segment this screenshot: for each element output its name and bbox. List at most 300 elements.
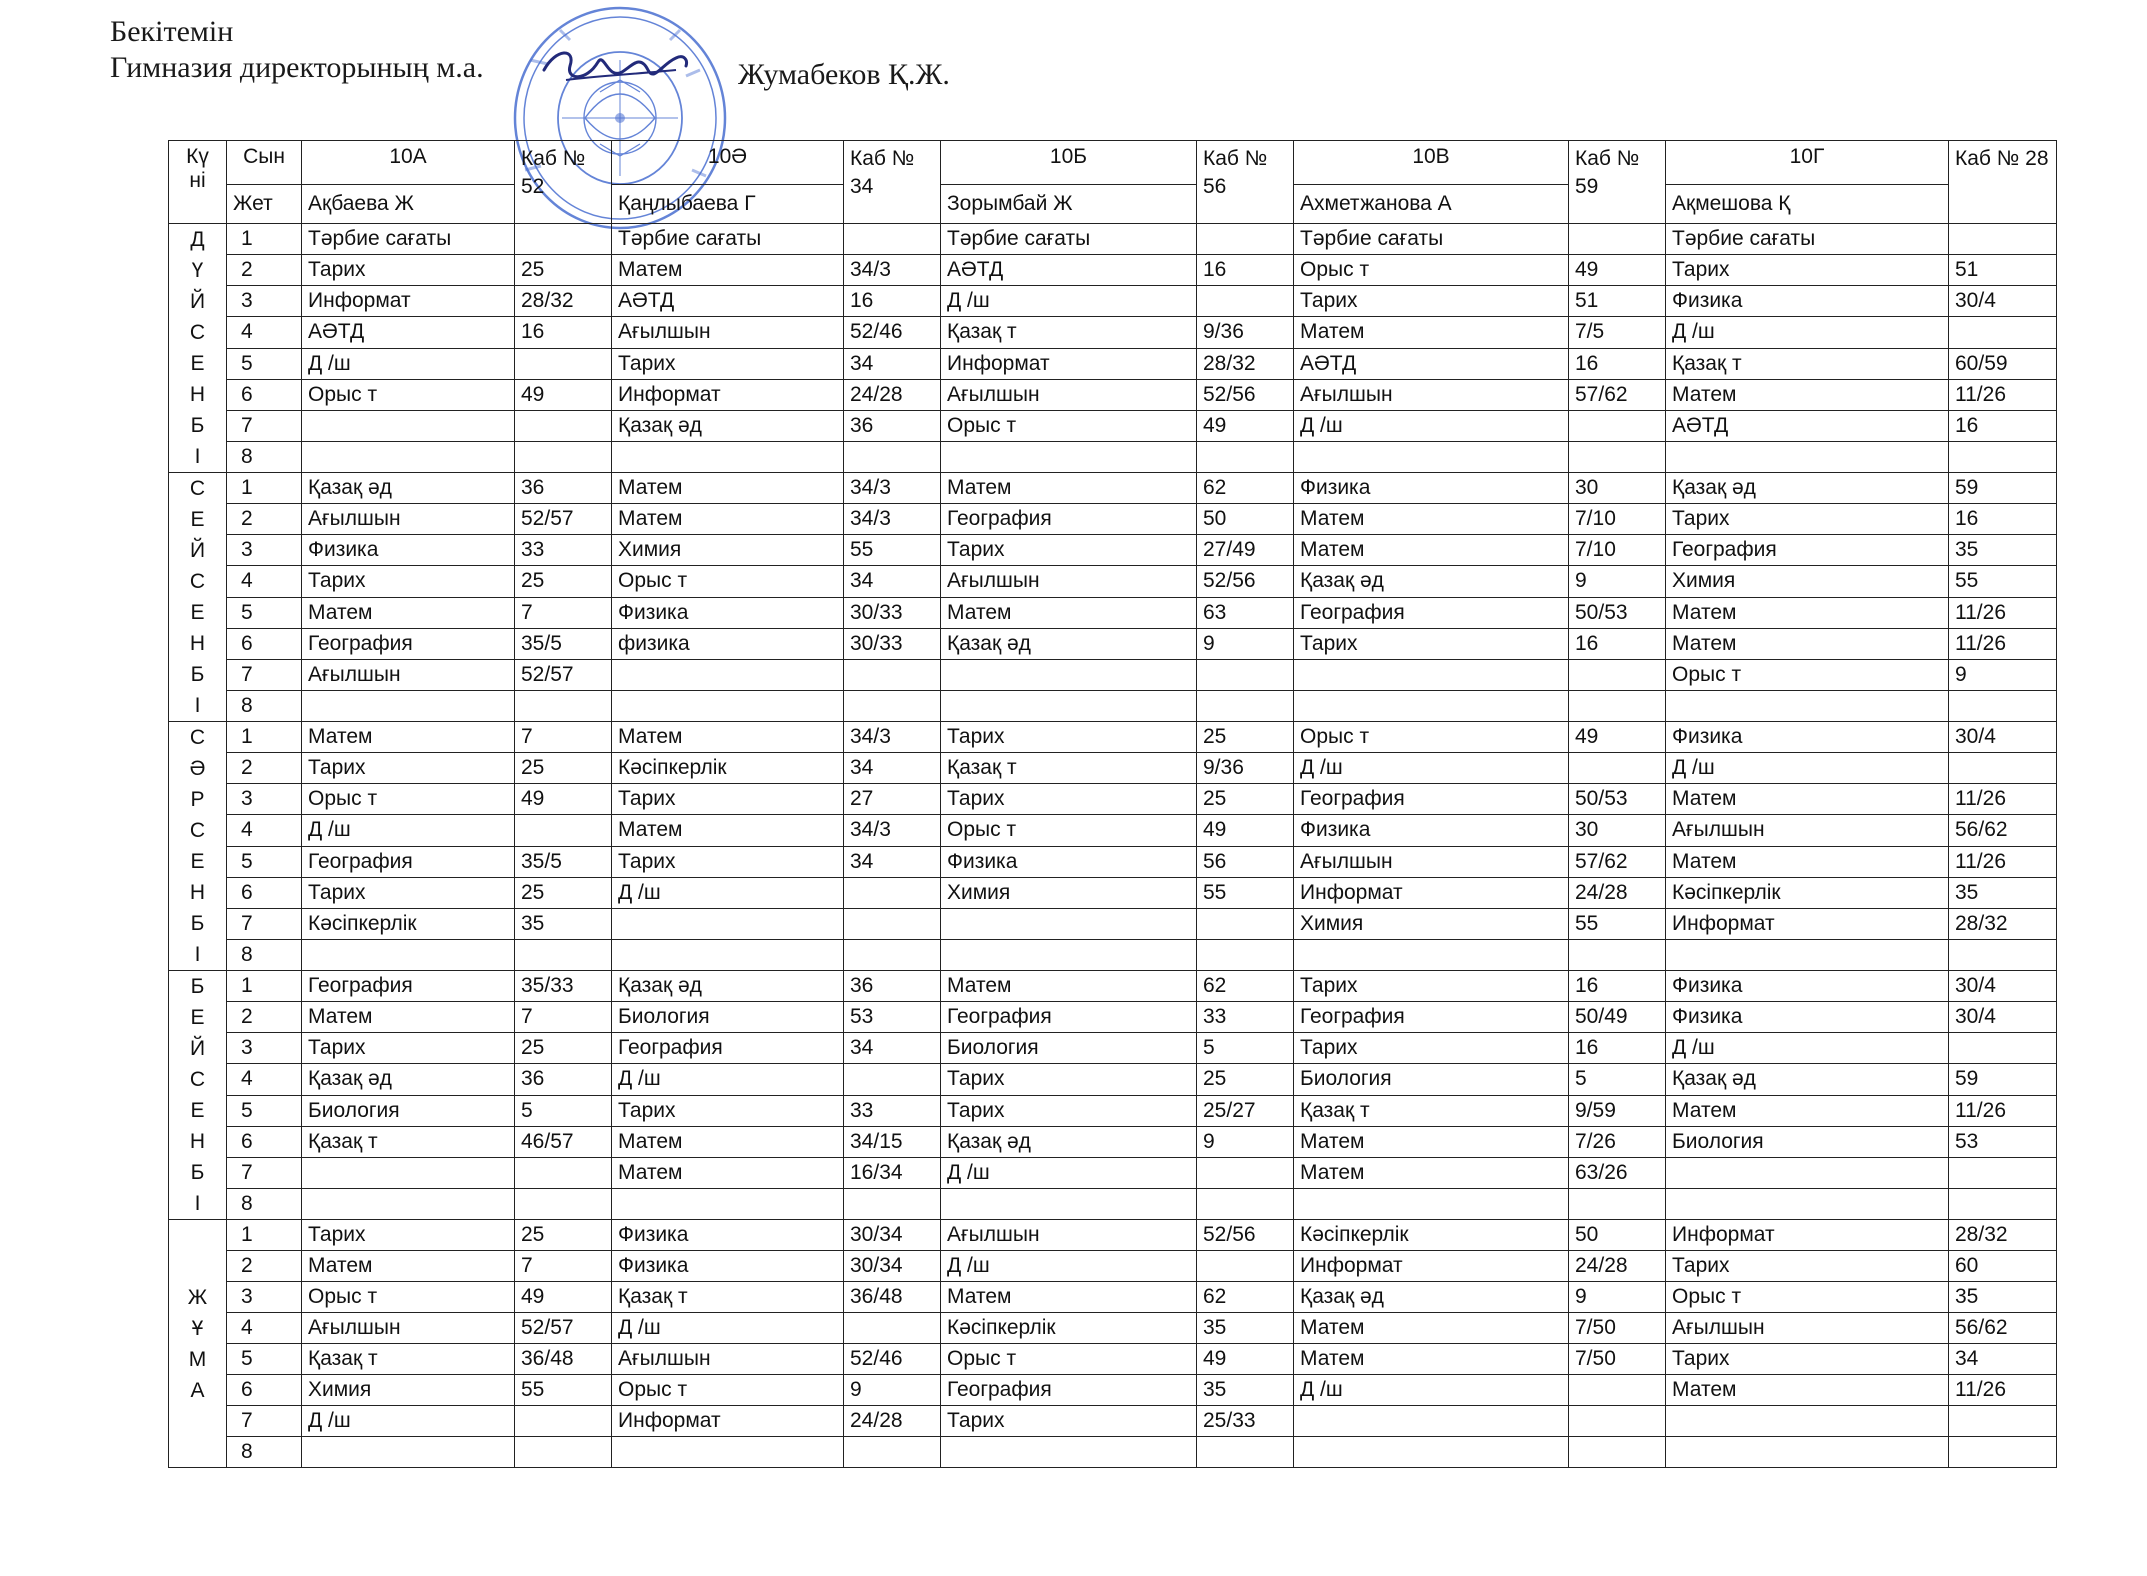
room-cell: 34/3: [844, 504, 941, 535]
lesson-number: 2: [227, 255, 302, 286]
lesson-number: 4: [227, 317, 302, 348]
subject-cell: Д /ш: [302, 348, 515, 379]
subject-cell: Тарих: [612, 1095, 844, 1126]
lesson-number: 1: [227, 971, 302, 1002]
subject-cell: География: [302, 971, 515, 1002]
room-cell: [515, 690, 612, 721]
room-cell: 11/26: [1949, 1375, 2057, 1406]
subject-cell: Ағылшын: [1294, 846, 1569, 877]
subject-cell: Орыс т: [941, 410, 1197, 441]
subject-cell: [612, 908, 844, 939]
subject-cell: Биология: [941, 1033, 1197, 1064]
subject-cell: [1666, 939, 1949, 970]
lesson-row: [169, 410, 2057, 441]
room-cell: 52/46: [844, 317, 941, 348]
schedule-table: [168, 140, 2057, 1468]
subject-cell: Орыс т: [302, 1282, 515, 1313]
room-cell: [844, 224, 941, 255]
room-cell: 16: [1569, 348, 1666, 379]
room-cell: 9/59: [1569, 1095, 1666, 1126]
lesson-number: 1: [227, 722, 302, 753]
room-cell: [1569, 939, 1666, 970]
subject-cell: Тарих: [1294, 628, 1569, 659]
subject-cell: Тарих: [302, 877, 515, 908]
subject-cell: [941, 1188, 1197, 1219]
subject-cell: АӘТД: [941, 255, 1197, 286]
room-cell: 52/56: [1197, 566, 1294, 597]
subject-cell: Қазақ әд: [941, 628, 1197, 659]
subject-cell: [1666, 690, 1949, 721]
room-cell: [1197, 224, 1294, 255]
subject-cell: Информат: [1294, 877, 1569, 908]
lesson-row: [169, 1064, 2057, 1095]
subject-cell: Физика: [302, 535, 515, 566]
class-name-header: 10А: [302, 141, 515, 185]
subject-cell: Қазақ әд: [612, 971, 844, 1002]
lesson-row: [169, 1220, 2057, 1251]
subject-cell: Д /ш: [612, 877, 844, 908]
subject-cell: [1666, 441, 1949, 472]
room-cell: [844, 659, 941, 690]
room-cell: [1197, 1437, 1294, 1468]
subject-cell: [941, 441, 1197, 472]
subject-cell: Қазақ әд: [941, 1126, 1197, 1157]
lesson-row: [169, 1002, 2057, 1033]
room-cell: 34: [844, 846, 941, 877]
room-cell: [1569, 441, 1666, 472]
lesson-number: 8: [227, 939, 302, 970]
lesson-number: 7: [227, 659, 302, 690]
room-cell: 24/28: [1569, 1251, 1666, 1282]
lesson-row: [169, 971, 2057, 1002]
subject-cell: [1294, 1188, 1569, 1219]
room-cell: 50/53: [1569, 784, 1666, 815]
room-cell: 9/36: [1197, 753, 1294, 784]
room-cell: [844, 908, 941, 939]
room-cell: 62: [1197, 473, 1294, 504]
room-cell: 62: [1197, 971, 1294, 1002]
subject-cell: Орыс т: [1294, 722, 1569, 753]
day-column-header: Кү ні: [169, 141, 227, 224]
subject-cell: Матем: [612, 815, 844, 846]
lesson-row: [169, 566, 2057, 597]
subject-cell: [302, 1437, 515, 1468]
room-cell: 55: [1949, 566, 2057, 597]
subject-cell: [302, 441, 515, 472]
room-cell: 28/32: [515, 286, 612, 317]
subject-cell: Ағылшын: [302, 504, 515, 535]
subject-cell: Қазақ т: [612, 1282, 844, 1313]
subject-cell: Қазақ әд: [612, 410, 844, 441]
room-cell: 11/26: [1949, 379, 2057, 410]
room-cell: 9: [1569, 1282, 1666, 1313]
subject-cell: [1666, 1406, 1949, 1437]
room-cell: 51: [1569, 286, 1666, 317]
subject-cell: География: [941, 1002, 1197, 1033]
room-cell: 25: [1197, 1064, 1294, 1095]
room-cell: 52/56: [1197, 1220, 1294, 1251]
room-cell: 25: [1197, 722, 1294, 753]
lesson-row: [169, 317, 2057, 348]
room-cell: [844, 1313, 941, 1344]
subject-cell: География: [612, 1033, 844, 1064]
room-cell: 60: [1949, 1251, 2057, 1282]
subject-cell: [612, 939, 844, 970]
subject-cell: Информат: [1666, 908, 1949, 939]
subject-cell: [1294, 1437, 1569, 1468]
lesson-number: 2: [227, 753, 302, 784]
subject-cell: География: [1666, 535, 1949, 566]
subject-cell: Матем: [941, 597, 1197, 628]
lesson-row: [169, 504, 2057, 535]
subject-cell: Тарих: [302, 1220, 515, 1251]
room-cell: 24/28: [1569, 877, 1666, 908]
room-cell: 34: [844, 566, 941, 597]
room-cell: 35/5: [515, 846, 612, 877]
lesson-row: [169, 473, 2057, 504]
room-cell: 25: [515, 1033, 612, 1064]
approver-position: Гимназия директорының м.а.: [110, 51, 484, 84]
lesson-number: 3: [227, 1033, 302, 1064]
subject-cell: Физика: [941, 846, 1197, 877]
room-cell: 28/32: [1949, 1220, 2057, 1251]
room-cell: 7/50: [1569, 1313, 1666, 1344]
subject-cell: Матем: [1294, 1344, 1569, 1375]
room-cell: [1569, 659, 1666, 690]
subject-cell: Матем: [612, 473, 844, 504]
subject-cell: [1666, 1157, 1949, 1188]
room-cell: 53: [844, 1002, 941, 1033]
lesson-number: 6: [227, 1126, 302, 1157]
room-cell: [1569, 690, 1666, 721]
subject-cell: Тарих: [941, 535, 1197, 566]
room-cell: 34: [1949, 1344, 2057, 1375]
subject-cell: Тарих: [612, 348, 844, 379]
lesson-number: 2: [227, 1251, 302, 1282]
subject-cell: [1666, 1188, 1949, 1219]
signature-icon: [536, 40, 696, 100]
subject-cell: Ағылшын: [941, 566, 1197, 597]
lesson-row: [169, 379, 2057, 410]
subject-cell: Матем: [1666, 597, 1949, 628]
subject-cell: Физика: [1666, 722, 1949, 753]
class-label-header: Сын: [227, 141, 302, 185]
room-cell: 7/50: [1569, 1344, 1666, 1375]
subject-cell: Д /ш: [612, 1064, 844, 1095]
subject-cell: Қазақ т: [941, 317, 1197, 348]
room-cell: 16: [1569, 971, 1666, 1002]
subject-cell: Ағылшын: [941, 379, 1197, 410]
subject-cell: Д /ш: [1294, 410, 1569, 441]
lesson-row: [169, 441, 2057, 472]
subject-cell: Физика: [612, 597, 844, 628]
subject-cell: Орыс т: [941, 1344, 1197, 1375]
subject-cell: Информат: [612, 1406, 844, 1437]
room-cell: 49: [1197, 410, 1294, 441]
room-cell: [1197, 441, 1294, 472]
room-cell: 50: [1197, 504, 1294, 535]
subject-cell: Химия: [302, 1375, 515, 1406]
room-cell: [1949, 1188, 2057, 1219]
subject-cell: [302, 939, 515, 970]
class-teacher: Ақмешова Қ: [1666, 185, 1949, 224]
room-cell: 16: [1569, 628, 1666, 659]
room-cell: 25: [515, 753, 612, 784]
room-cell: [515, 1157, 612, 1188]
room-cell: 53: [1949, 1126, 2057, 1157]
room-cell: 36: [515, 1064, 612, 1095]
room-cell: 52/57: [515, 659, 612, 690]
subject-cell: [612, 441, 844, 472]
room-cell: 51: [1949, 255, 2057, 286]
room-cell: [1197, 286, 1294, 317]
subject-cell: Тарих: [1666, 255, 1949, 286]
subject-cell: Матем: [1666, 628, 1949, 659]
room-cell: 56/62: [1949, 815, 2057, 846]
room-cell: 52/57: [515, 504, 612, 535]
subject-cell: [1666, 1437, 1949, 1468]
lesson-row: [169, 1126, 2057, 1157]
lesson-row: [169, 1157, 2057, 1188]
room-number-header: Каб № 59: [1569, 141, 1666, 224]
room-cell: [844, 1064, 941, 1095]
subject-cell: Тарих: [941, 784, 1197, 815]
lesson-number: 6: [227, 877, 302, 908]
lesson-row: [169, 224, 2057, 255]
room-cell: 62: [1197, 1282, 1294, 1313]
subject-cell: Физика: [1666, 1002, 1949, 1033]
room-cell: 33: [1197, 1002, 1294, 1033]
room-cell: 30/34: [844, 1220, 941, 1251]
subject-cell: Матем: [1294, 1313, 1569, 1344]
subject-cell: Тарих: [941, 1095, 1197, 1126]
lesson-row: [169, 877, 2057, 908]
subject-cell: Матем: [1666, 784, 1949, 815]
room-cell: 34: [844, 348, 941, 379]
room-cell: 27: [844, 784, 941, 815]
subject-cell: Орыс т: [1666, 1282, 1949, 1313]
room-cell: [1569, 1375, 1666, 1406]
room-cell: 30/4: [1949, 722, 2057, 753]
lesson-number: 2: [227, 504, 302, 535]
subject-cell: Ағылшын: [612, 1344, 844, 1375]
subject-cell: География: [1294, 597, 1569, 628]
lesson-row: [169, 1437, 2057, 1468]
room-cell: 7/5: [1569, 317, 1666, 348]
subject-cell: Матем: [1666, 846, 1949, 877]
lesson-number: 4: [227, 1313, 302, 1344]
room-cell: 35: [515, 908, 612, 939]
subject-cell: Матем: [1666, 379, 1949, 410]
lesson-row: [169, 348, 2057, 379]
subject-cell: Д /ш: [1666, 753, 1949, 784]
room-cell: [1949, 753, 2057, 784]
lesson-number: 5: [227, 1095, 302, 1126]
subject-cell: Тарих: [302, 1033, 515, 1064]
room-cell: 35: [1949, 877, 2057, 908]
subject-cell: Кәсіпкерлік: [302, 908, 515, 939]
room-cell: 35: [1197, 1375, 1294, 1406]
lesson-number: 5: [227, 846, 302, 877]
room-cell: 49: [515, 379, 612, 410]
subject-cell: Д /ш: [302, 815, 515, 846]
director-name: Жумабеков Қ.Ж.: [738, 58, 950, 91]
room-cell: 49: [1569, 722, 1666, 753]
room-cell: 5: [1569, 1064, 1666, 1095]
room-cell: [515, 410, 612, 441]
subject-cell: География: [941, 504, 1197, 535]
lesson-number: 5: [227, 597, 302, 628]
room-cell: [515, 815, 612, 846]
subject-cell: Тәрбие сағаты: [941, 224, 1197, 255]
subject-cell: Д /ш: [941, 1157, 1197, 1188]
subject-cell: Тәрбие сағаты: [612, 224, 844, 255]
lesson-row: [169, 1344, 2057, 1375]
room-cell: 9: [1569, 566, 1666, 597]
subject-cell: Қазақ әд: [1294, 566, 1569, 597]
day-name: [169, 1220, 227, 1468]
room-cell: 9/36: [1197, 317, 1294, 348]
subject-cell: Кәсіпкерлік: [941, 1313, 1197, 1344]
room-cell: 25: [515, 255, 612, 286]
room-number-header: Каб № 56: [1197, 141, 1294, 224]
subject-cell: Матем: [941, 473, 1197, 504]
room-cell: 24/28: [844, 1406, 941, 1437]
day-name: [169, 473, 227, 722]
subject-cell: Матем: [612, 255, 844, 286]
room-cell: 28/32: [1197, 348, 1294, 379]
lesson-number: 4: [227, 1064, 302, 1095]
subject-cell: Биология: [1666, 1126, 1949, 1157]
room-cell: 52/57: [515, 1313, 612, 1344]
subject-cell: Қазақ т: [1666, 348, 1949, 379]
lesson-row: [169, 753, 2057, 784]
lesson-row: [169, 846, 2057, 877]
room-cell: [1569, 1437, 1666, 1468]
subject-cell: Тарих: [941, 1406, 1197, 1437]
room-cell: 25/33: [1197, 1406, 1294, 1437]
subject-cell: [302, 1188, 515, 1219]
room-cell: 30/34: [844, 1251, 941, 1282]
subject-cell: Қазақ т: [302, 1344, 515, 1375]
lesson-row: [169, 597, 2057, 628]
room-cell: 35: [1197, 1313, 1294, 1344]
room-cell: [1949, 1157, 2057, 1188]
subject-cell: Тарих: [941, 1064, 1197, 1095]
lesson-number: 1: [227, 473, 302, 504]
subject-cell: Орыс т: [302, 379, 515, 410]
room-cell: [1197, 908, 1294, 939]
subject-cell: Қазақ т: [1294, 1095, 1569, 1126]
room-cell: 57/62: [1569, 379, 1666, 410]
subject-cell: Тарих: [302, 255, 515, 286]
subject-cell: Ағылшын: [302, 1313, 515, 1344]
room-cell: 34/3: [844, 255, 941, 286]
room-cell: [1197, 690, 1294, 721]
room-cell: [1949, 1437, 2057, 1468]
subject-cell: Ағылшын: [1666, 1313, 1949, 1344]
lesson-number: 3: [227, 784, 302, 815]
room-cell: 63: [1197, 597, 1294, 628]
room-cell: 7/10: [1569, 504, 1666, 535]
room-cell: 16: [1197, 255, 1294, 286]
subject-cell: Д /ш: [941, 1251, 1197, 1282]
room-cell: [515, 441, 612, 472]
subject-cell: [1294, 690, 1569, 721]
subject-cell: Қазақ әд: [302, 1064, 515, 1095]
subject-cell: Матем: [1294, 1126, 1569, 1157]
subject-cell: Матем: [302, 1002, 515, 1033]
room-cell: 30/4: [1949, 286, 2057, 317]
room-cell: 49: [515, 1282, 612, 1313]
day-name-text: С Е Й С Е Н Б І: [189, 477, 206, 717]
subject-cell: Тәрбие сағаты: [302, 224, 515, 255]
subject-cell: Тәрбие сағаты: [1294, 224, 1569, 255]
room-cell: 35: [1949, 1282, 2057, 1313]
subject-cell: Физика: [1666, 286, 1949, 317]
room-cell: 25/27: [1197, 1095, 1294, 1126]
subject-cell: Матем: [1666, 1375, 1949, 1406]
class-name-header: 10В: [1294, 141, 1569, 185]
subject-cell: Химия: [1294, 908, 1569, 939]
lesson-number: 3: [227, 535, 302, 566]
subject-cell: Информат: [302, 286, 515, 317]
lesson-number: 6: [227, 1375, 302, 1406]
subject-cell: Тарих: [941, 722, 1197, 753]
subject-cell: Физика: [612, 1251, 844, 1282]
lesson-row: [169, 1282, 2057, 1313]
room-cell: 35/33: [515, 971, 612, 1002]
subject-cell: Матем: [1294, 535, 1569, 566]
subject-cell: Матем: [302, 1251, 515, 1282]
subject-cell: [612, 690, 844, 721]
subject-cell: Қазақ т: [302, 1126, 515, 1157]
subject-cell: Кәсіпкерлік: [1666, 877, 1949, 908]
subject-cell: Ағылшын: [302, 659, 515, 690]
room-cell: 49: [1197, 1344, 1294, 1375]
lesson-row: [169, 690, 2057, 721]
room-cell: 34: [844, 1033, 941, 1064]
room-cell: [1569, 1406, 1666, 1437]
room-cell: 49: [1197, 815, 1294, 846]
day-name-text: Д Ү Й С Е Н Б І: [189, 228, 206, 468]
subject-cell: Тарих: [302, 753, 515, 784]
subject-cell: Ағылшын: [612, 317, 844, 348]
lesson-row: [169, 1406, 2057, 1437]
subject-cell: Қазақ әд: [302, 473, 515, 504]
room-cell: 27/49: [1197, 535, 1294, 566]
room-cell: 7/10: [1569, 535, 1666, 566]
lesson-number: 7: [227, 908, 302, 939]
lesson-number: 1: [227, 224, 302, 255]
approval-header: [110, 14, 484, 86]
subject-cell: Матем: [612, 722, 844, 753]
subject-cell: Қазақ әд: [1666, 473, 1949, 504]
subject-cell: [941, 659, 1197, 690]
subject-cell: Матем: [941, 971, 1197, 1002]
room-cell: 11/26: [1949, 784, 2057, 815]
room-cell: 11/26: [1949, 846, 2057, 877]
subject-cell: Физика: [1666, 971, 1949, 1002]
subject-cell: Матем: [612, 504, 844, 535]
subject-cell: География: [302, 628, 515, 659]
room-cell: 59: [1949, 1064, 2057, 1095]
lesson-row: [169, 722, 2057, 753]
room-cell: 30: [1569, 473, 1666, 504]
subject-cell: [1294, 1406, 1569, 1437]
room-cell: [844, 441, 941, 472]
subject-cell: Матем: [612, 1126, 844, 1157]
